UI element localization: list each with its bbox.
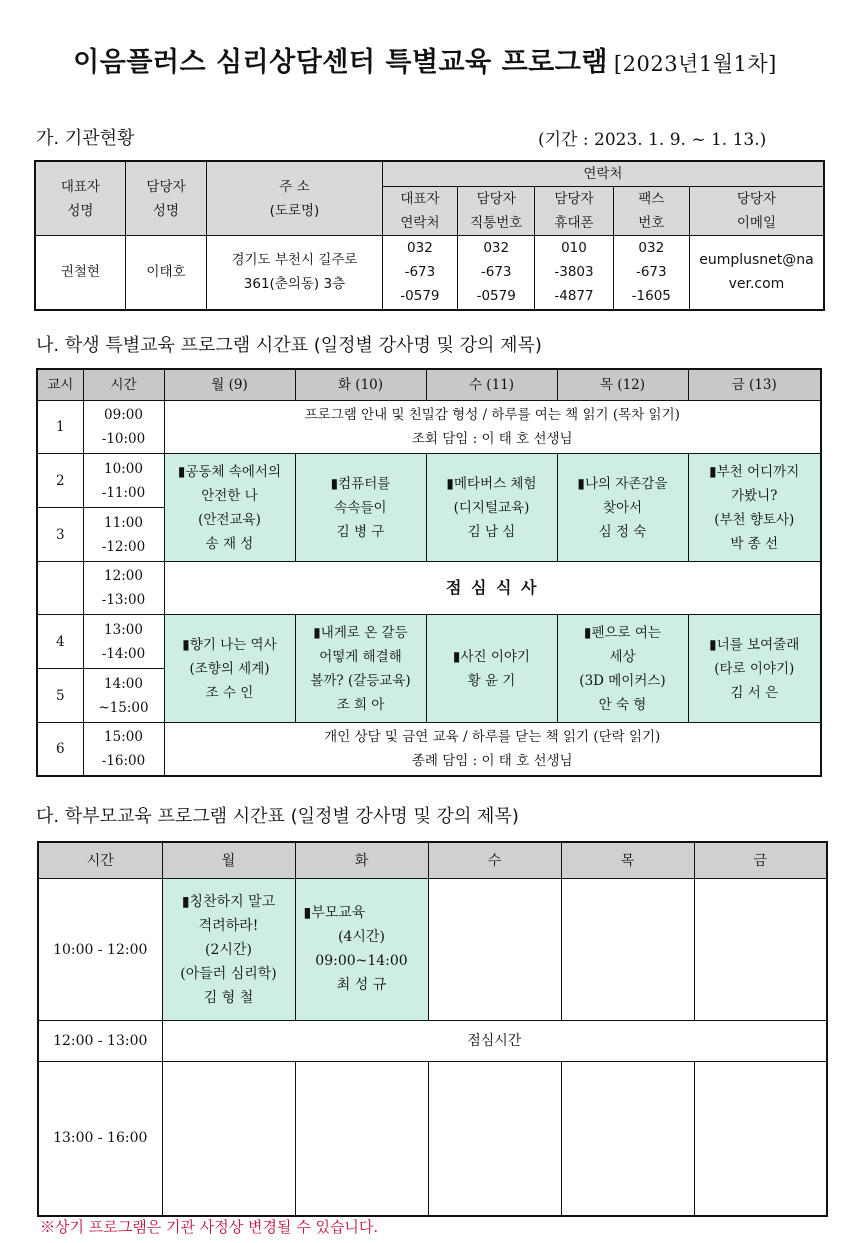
time-2: 10:00 -11:00: [83, 454, 164, 508]
period-6: 6: [37, 723, 83, 776]
col-tue: 화 (10): [295, 369, 426, 401]
time-6: 15:00 -16:00: [83, 723, 164, 776]
period-6-program: 개인 상담 및 금연 교육 / 하루를 닫는 책 읽기 (단락 읽기) 종례 담임 : 이 태 호 선생님: [164, 723, 821, 776]
rep-phone: 032 -673 -0579: [382, 236, 457, 310]
am-fri-class: ▮부천 어디까지 가봤니? (부천 향토사) 박 종 선: [688, 454, 821, 562]
time-lunch: 12:00 -13:00: [83, 562, 164, 615]
time-4: 13:00 -14:00: [83, 615, 164, 669]
direct-phone: 032 -673 -0579: [458, 236, 535, 310]
pm-fri-class: ▮너를 보여줄래 (타로 이야기) 김 서 은: [688, 615, 821, 723]
col-thu: 목 (12): [557, 369, 688, 401]
pm-mon-class: ▮향기 나는 역사 (조향의 세계) 조 수 인: [164, 615, 295, 723]
header-fax: 팩스 번호: [613, 187, 689, 236]
title-main: 이음플러스 심리상담센터 특별교육 프로그램: [73, 47, 608, 78]
header-email: 당당자 이메일: [689, 187, 824, 236]
lunch-label: 점 심 식 사: [164, 562, 821, 615]
col-time: 시간: [83, 369, 164, 401]
student-schedule-table: [36, 368, 822, 777]
parent-lunch-label: 점심시간: [162, 1021, 827, 1062]
parent-pm-mon: [162, 1062, 295, 1216]
parent-mon-class: ▮칭찬하지 말고 격려하라! (2시간) (아들러 심리학) 김 형 철: [162, 879, 295, 1021]
manager-name: 이태호: [125, 236, 206, 310]
col-wed: 수: [428, 842, 561, 879]
address: 경기도 부천시 길주로 361(춘의동) 3층: [207, 236, 383, 310]
col-fri: 금: [694, 842, 827, 879]
section-b-heading: 나. 학생 특별교육 프로그램 시간표 (일정별 강사명 및 강의 제목): [36, 335, 542, 356]
header-address: 주 소 (도로명): [207, 161, 383, 236]
period-text: (기간 : 2023. 1. 9. ~ 1. 13.): [538, 130, 767, 150]
pm-tue-class: ▮내게로 온 갈등 어떻게 해결해 볼까? (갈등교육) 조 희 아: [295, 615, 426, 723]
col-mon: 월: [162, 842, 295, 879]
header-manager: 담당자 성명: [125, 161, 206, 236]
mobile-phone: 010 -3803 -4877: [535, 236, 613, 310]
period-3: 3: [37, 508, 83, 562]
email[interactable]: eumplusnet@na ver.com: [689, 236, 824, 310]
period-1-program: 프로그램 안내 및 친밀감 형성 / 하루를 여는 책 읽기 (목차 읽기) 조회 담임 : 이 태 호 선생님: [164, 401, 821, 454]
period-1: 1: [37, 401, 83, 454]
rep-name: 권철현: [35, 236, 125, 310]
time-3: 11:00 -12:00: [83, 508, 164, 562]
page-title: [0, 40, 850, 79]
col-mon: 월 (9): [164, 369, 295, 401]
section-a-heading: 가. 기관현황: [36, 128, 135, 149]
col-tue: 화: [295, 842, 428, 879]
am-wed-class: ▮메타버스 체험 (디지털교육) 김 남 심: [426, 454, 557, 562]
section-c-heading: 다. 학부모교육 프로그램 시간표 (일정별 강사명 및 강의 제목): [36, 806, 519, 827]
parent-pm-wed: [428, 1062, 561, 1216]
agency-table: [34, 160, 825, 311]
fax-number: 032 -673 -1605: [613, 236, 689, 310]
period-lunch: [37, 562, 83, 615]
row1-time: 10:00 - 12:00: [38, 879, 162, 1021]
header-rep: 대표자 성명: [35, 161, 125, 236]
header-direct: 담당자 직통번호: [458, 187, 535, 236]
footnote: ※상기 프로그램은 기관 사정상 변경될 수 있습니다.: [40, 1218, 379, 1236]
parent-thu-class: [561, 879, 694, 1021]
row3-time: 13:00 - 16:00: [38, 1062, 162, 1216]
parent-pm-tue: [295, 1062, 428, 1216]
time-1: 09:00 -10:00: [83, 401, 164, 454]
row2-time: 12:00 - 13:00: [38, 1021, 162, 1062]
period-4: 4: [37, 615, 83, 669]
am-mon-class: ▮공동체 속에서의 안전한 나 (안전교육) 송 재 성: [164, 454, 295, 562]
parent-wed-class: [428, 879, 561, 1021]
parent-fri-class: [694, 879, 827, 1021]
pm-thu-class: ▮펜으로 여는 세상 (3D 메이커스) 안 숙 형: [557, 615, 688, 723]
header-rep-phone: 대표자 연락처: [382, 187, 457, 236]
col-fri: 금 (13): [688, 369, 821, 401]
parent-tue-class: ▮부모교육 (4시간) 09:00~14:00 최 성 규: [295, 879, 428, 1021]
title-sub: [2023년1월1차]: [613, 52, 777, 76]
period-2: 2: [37, 454, 83, 508]
am-thu-class: ▮나의 자존감을 찾아서 심 정 숙: [557, 454, 688, 562]
pm-wed-class: ▮사진 이야기 황 윤 기: [426, 615, 557, 723]
time-5: 14:00 ~15:00: [83, 669, 164, 723]
parent-schedule-table: [37, 841, 828, 1217]
col-thu: 목: [561, 842, 694, 879]
col-time: 시간: [38, 842, 162, 879]
parent-pm-thu: [561, 1062, 694, 1216]
col-period: 교시: [37, 369, 83, 401]
am-tue-class: ▮컴퓨터를 속속들이 김 병 구: [295, 454, 426, 562]
period-5: 5: [37, 669, 83, 723]
parent-pm-fri: [694, 1062, 827, 1216]
header-mobile: 담당자 휴대폰: [535, 187, 613, 236]
col-wed: 수 (11): [426, 369, 557, 401]
header-contact: 연락처: [382, 161, 824, 187]
